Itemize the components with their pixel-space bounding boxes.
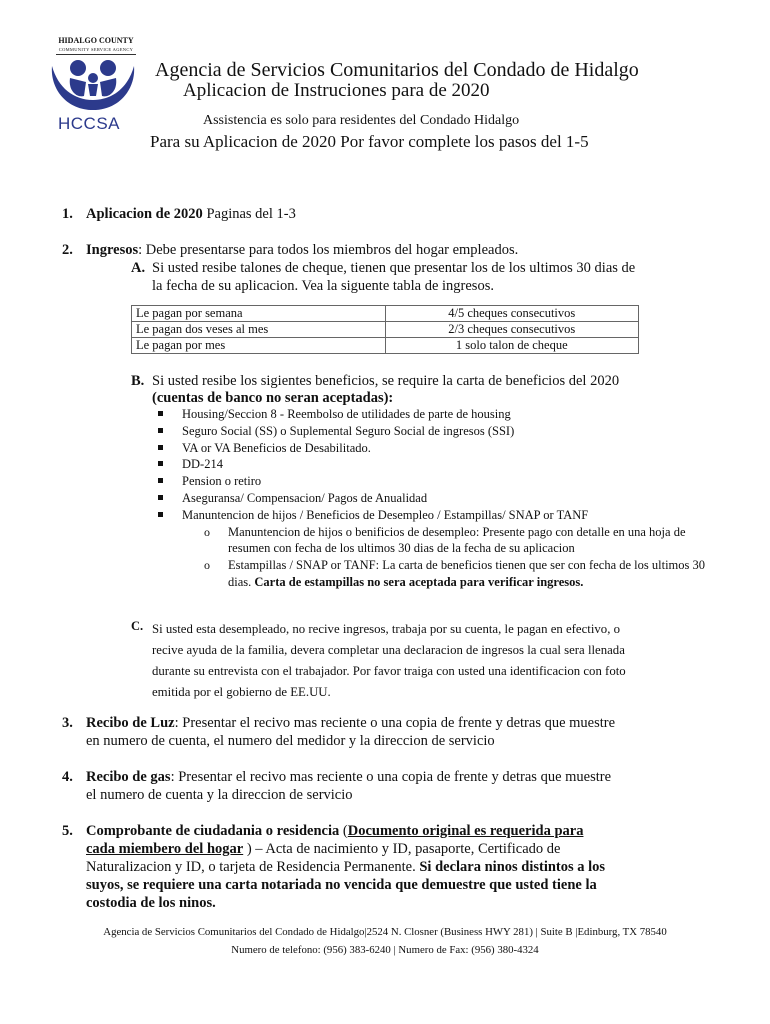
circle-bullet-icon: o xyxy=(204,524,210,539)
pay-frequency-cell: Le pagan por semana xyxy=(132,306,386,322)
page-subtitle: Aplicacion de Instruciones para de 2020 xyxy=(183,80,490,101)
table-row xyxy=(132,306,639,322)
benefits-list xyxy=(158,406,718,591)
section-b-label: B. xyxy=(131,373,145,389)
footer-contact: Numero de telefono: (956) 383-6240 | Numero de Fax: (956) 380-4324 xyxy=(231,944,539,956)
section-c-label: C. xyxy=(131,619,144,633)
list-item: Manuntencion de hijos / Beneficios de Desempleo / Estampillas/ SNAP or TANF o Manuntencion de hijos o benificios de desempleo: Presente pago con detalle en una hoja de resumen con fecha de los ultimos 30 dias de la fecha de su aplicacion o Estampillas / SNAP or TANF: La carta de beneficios tienen que ser con fecha de los ultimos 30 dias. Carta de estampillas no sera aceptada para verificar ingresos. xyxy=(158,507,718,591)
list-item: o Manuntencion de hijos o benificios de desempleo: Presente pago con detalle en una hoja de resumen con fecha de los ultimos 30 dias de la fecha de su aplicacion xyxy=(204,524,686,556)
section-a-line1: Si usted resibe talones de cheque, tienen que presentar los de los ultimos 30 dias de xyxy=(152,260,636,276)
family-hands-icon xyxy=(48,48,138,114)
checks-required-cell: 1 solo talon de cheque xyxy=(385,338,639,354)
section-b-line2: (cuentas de banco no seran aceptadas): xyxy=(152,390,394,406)
bullet-icon xyxy=(158,478,163,483)
logo-top-text: HIDALGO COUNTY COMMUNITY SERVICE AGENCY xyxy=(56,36,136,55)
step-number: 3. xyxy=(62,715,73,731)
section-a-label: A. xyxy=(131,260,146,276)
list-item: Pension o retiro xyxy=(158,473,718,490)
list-item: Aseguransa/ Compensacion/ Pagos de Anualidad xyxy=(158,490,718,507)
pay-frequency-cell: Le pagan por mes xyxy=(132,338,386,354)
page-title: Agencia de Servicios Comunitarios del Condado de Hidalgo xyxy=(155,59,639,81)
original-document-note: Documento original es requerida para xyxy=(347,823,584,839)
step-number: 2. xyxy=(62,242,73,258)
list-item: VA or VA Beneficios de Desabilitado. xyxy=(158,440,718,457)
footer-address: Agencia de Servicios Comunitarios del Condado de Hidalgo|2524 N. Closner (Business HWY 281) | Suite B |Edinburg, TX 78540 xyxy=(103,926,667,938)
checks-required-cell: 2/3 cheques consecutivos xyxy=(385,322,639,338)
bullet-icon xyxy=(158,428,163,433)
agency-logo xyxy=(46,36,138,132)
step-number: 4. xyxy=(62,769,73,785)
step-4-title: Recibo de gas xyxy=(86,769,171,785)
step-3-title: Recibo de Luz xyxy=(86,715,175,731)
bullet-icon xyxy=(158,411,163,416)
list-item: o Estampillas / SNAP or TANF: La carta de beneficios tienen que ser con fecha de los ultimos 30 dias. Carta de estampillas no sera aceptada para verificar ingresos. xyxy=(204,558,706,589)
residency-note: Assistencia es solo para residentes del Condado Hidalgo xyxy=(203,113,520,128)
step-2-text: : Debe presentarse para todos los miembros del hogar empleados. xyxy=(138,242,519,258)
list-item: Housing/Seccion 8 - Reembolso de utilidades de parte de housing xyxy=(158,406,718,423)
bullet-icon xyxy=(158,445,163,450)
checks-required-cell: 4/5 cheques consecutivos xyxy=(385,306,639,322)
benefits-sublist xyxy=(182,524,718,591)
table-row xyxy=(132,322,639,338)
step-1-title: Aplicacion de 2020 xyxy=(86,206,203,222)
step-number: 1. xyxy=(62,206,73,222)
step-1-text: Paginas del 1-3 xyxy=(202,206,296,222)
section-a-line2: la fecha de su aplicacion. Vea la siguente tabla de ingresos. xyxy=(152,278,494,294)
step-number: 5. xyxy=(62,823,73,839)
section-c-text: Si usted esta desempleado, no recive ingresos, trabaja por su cuenta, le pagan en efectivo, o recive ayuda de la familia, devera completar una declaracion de ingresos la cual sera llenada durante su entrevista con el trabajador. Por favor traiga con usted una identificacion con foto emitida por el gobierno de EE.UU. xyxy=(152,622,626,699)
income-table xyxy=(131,305,639,354)
step-5-title: Comprobante de ciudadania o residencia xyxy=(86,823,340,839)
circle-bullet-icon: o xyxy=(204,558,210,573)
list-item: DD-214 xyxy=(158,456,718,473)
bullet-icon xyxy=(158,461,163,466)
bullet-icon xyxy=(158,495,163,500)
section-b-line1: Si usted resibe los sigientes beneficios, se require la carta de beneficios del 2020 xyxy=(152,373,620,389)
steps-heading: Para su Aplicacion de 2020 Por favor complete los pasos del 1-5 xyxy=(150,132,589,151)
list-item: Seguro Social (SS) o Suplemental Seguro Social de ingresos (SSI) xyxy=(158,423,718,440)
bullet-icon xyxy=(158,512,163,517)
logo-bottom-text: HCCSA xyxy=(58,114,121,133)
step-2-title: Ingresos xyxy=(86,242,139,258)
pay-frequency-cell: Le pagan dos veses al mes xyxy=(132,322,386,338)
table-row xyxy=(132,338,639,354)
